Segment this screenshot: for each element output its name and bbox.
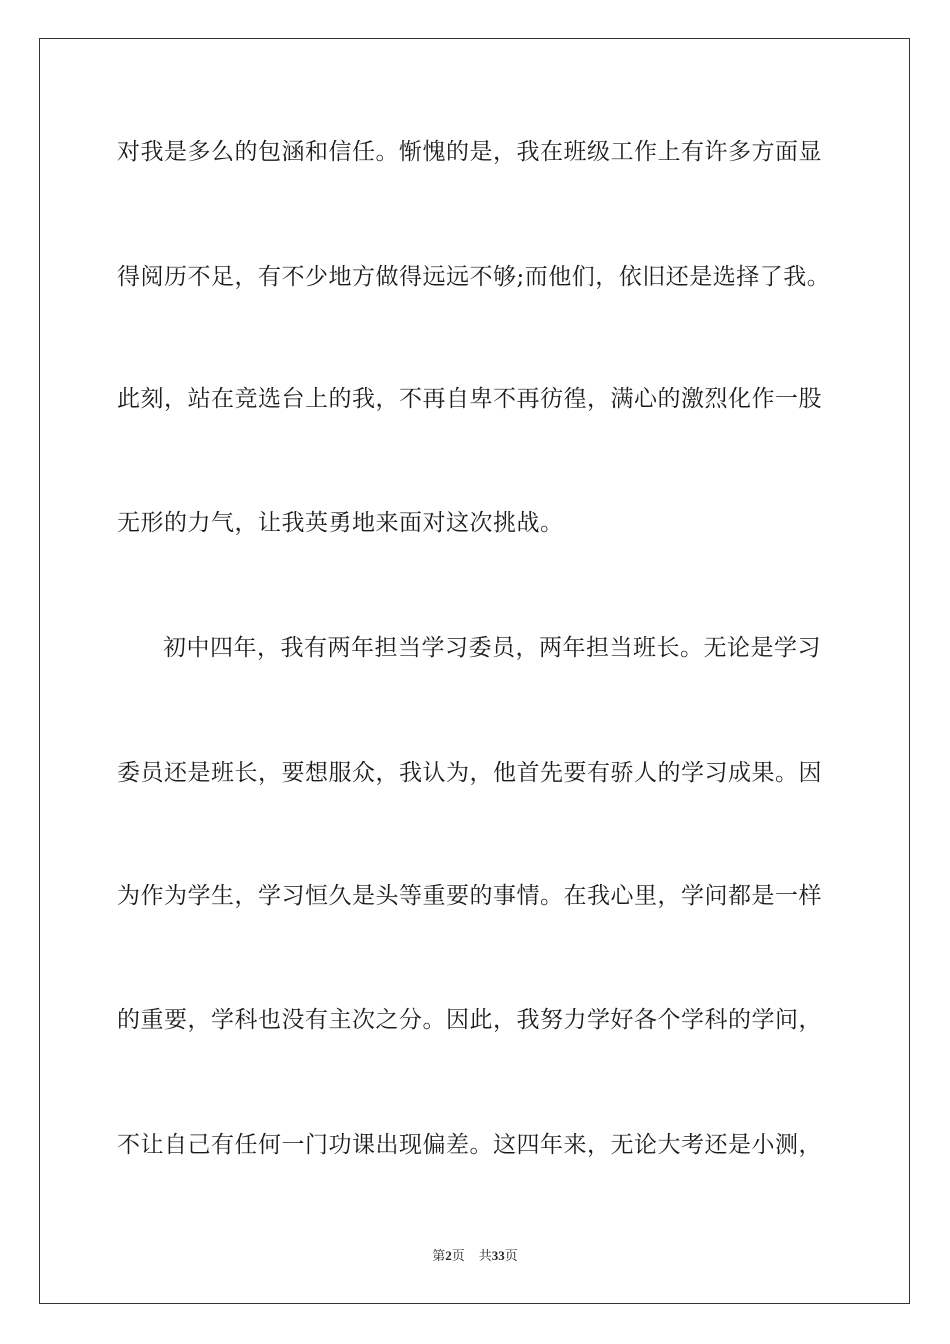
page-border: [39, 38, 910, 1304]
text-line: 此刻，站在竞选台上的我，不再自卑不再彷徨，满心的激烈化作一股: [117, 386, 822, 412]
page-footer: [0, 1247, 950, 1266]
text-line: 得阅历不足，有不少地方做得远远不够;而他们，依旧还是选择了我。: [117, 264, 831, 290]
total-pages-label: 共33页: [478, 1248, 518, 1264]
text-line: 为作为学生，学习恒久是头等重要的事情。在我心里，学问都是一样: [117, 883, 822, 909]
page-number-label: 第2页: [432, 1248, 465, 1264]
text-line: 不让自己有任何一门功课出现偏差。这四年来，无论大考还是小测，: [117, 1132, 822, 1158]
text-line: 委员还是班长，要想服众，我认为，他首先要有骄人的学习成果。因: [117, 760, 822, 786]
text-line: 无形的力气，让我英勇地来面对这次挑战。: [117, 510, 564, 536]
text-line: 的重要，学科也没有主次之分。因此，我努力学好各个学科的学问，: [117, 1007, 822, 1033]
text-line-indented: 初中四年，我有两年担当学习委员，两年担当班长。无论是学习: [163, 635, 821, 661]
text-line: 对我是多么的包涵和信任。惭愧的是，我在班级工作上有许多方面显: [117, 139, 822, 165]
